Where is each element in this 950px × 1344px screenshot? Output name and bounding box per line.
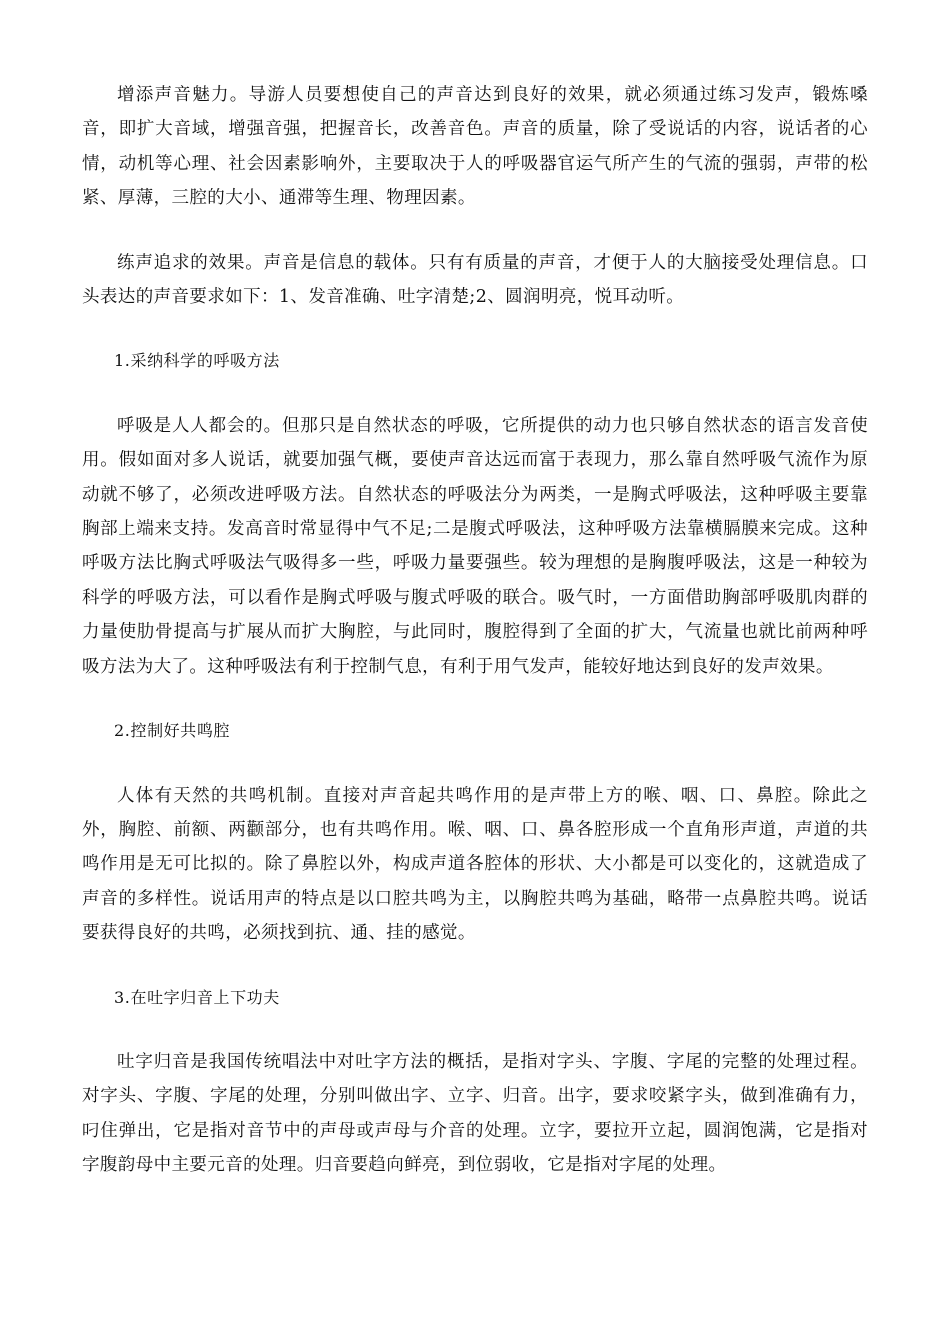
section-heading-resonance: 2.控制好共鸣腔 [114, 721, 231, 741]
section-heading-breathing: 1.采纳科学的呼吸方法 [114, 351, 280, 371]
document-body [82, 78, 868, 1213]
paragraph-resonance: 人体有天然的共鸣机制。直接对声音起共鸣作用的是声带上方的喉、咽、口、鼻腔。除此之外，胸腔、前额、两颧部分，也有共鸣作用。喉、咽、口、鼻各腔形成一个直角形声道，声道的共鸣作用是无可比拟的。除了鼻腔以外，构成声道各腔体的形状、大小都是可以变化的，这就造成了声音的多样性。说话用声的特点是以口腔共鸣为主，以胸腔共鸣为基础，略带一点鼻腔共鸣。说话要获得良好的共鸣，必须找到抗、通、挂的感觉。 [82, 785, 868, 944]
paragraph-voice-training-effect: 练声追求的效果。声音是信息的载体。只有有质量的声音，才便于人的大脑接受处理信息。口头表达的声音要求如下：1、发音准确、吐字清楚;2、圆润明亮，悦耳动听。 [82, 252, 868, 308]
section-heading-articulation: 3.在吐字归音上下功夫 [114, 987, 280, 1007]
paragraph-breathing: 呼吸是人人都会的。但那只是自然状态的呼吸，它所提供的动力也只够自然状态的语言发音使用。假如面对多人说话，就要加强气概，要使声音达远而富于表现力，那么靠自然呼吸气流作为原动就不够了，必须改进呼吸方法。自然状态的呼吸法分为两类，一是胸式呼吸法，这种呼吸主要靠胸部上端来支持。发高音时常显得中气不足;二是腹式呼吸法，这种呼吸方法靠横膈膜来完成。这种呼吸方法比胸式呼吸法气吸得多一些，呼吸力量要强些。较为理想的是胸腹呼吸法，这是一种较为科学的呼吸方法，可以看作是胸式呼吸与腹式呼吸的联合。吸气时，一方面借助胸部呼吸肌肉群的力量使肋骨提高与扩展从而扩大胸腔，与此同时，腹腔得到了全面的扩大，气流量也就比前两种呼吸方法为大了。这种呼吸法有利于控制气息，有利于用气发声，能较好地达到良好的发声效果。 [82, 415, 868, 677]
paragraph-articulation: 吐字归音是我国传统唱法中对吐字方法的概括，是指对字头、字腹、字尾的完整的处理过程。对字头、字腹、字尾的处理，分别叫做出字、立字、归音。出字，要求咬紧字头，做到准确有力，叼住弹出，它是指对音节中的声母或声母与介音的处理。立字，要拉开立起，圆润饱满，它是指对字腹韵母中主要元音的处理。归音要趋向鲜亮，到位弱收，它是指对字尾的处理。 [82, 1051, 868, 1176]
paragraph-voice-charm: 增添声音魅力。导游人员要想使自己的声音达到良好的效果，就必须通过练习发声，锻炼嗓音，即扩大音域，增强音强，把握音长，改善音色。声音的质量，除了受说话的内容，说话者的心情，动机等心理、社会因素影响外，主要取决于人的呼吸器官运气所产生的气流的强弱，声带的松紧、厚薄，三腔的大小、通滞等生理、物理因素。 [82, 85, 868, 209]
